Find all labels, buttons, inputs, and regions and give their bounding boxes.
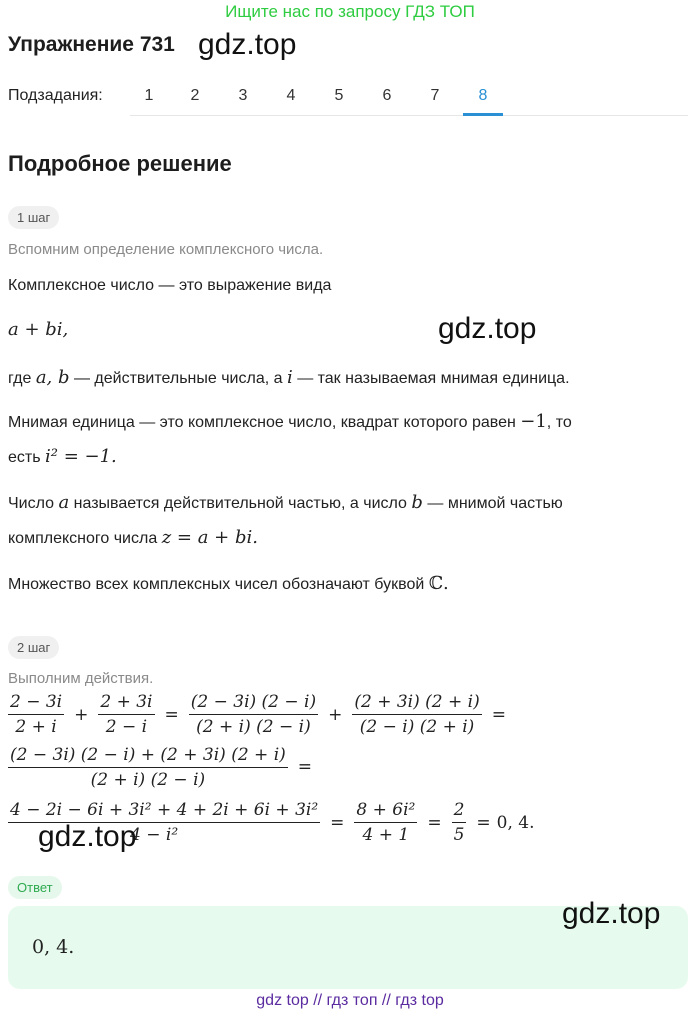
text: называется действительной частью, а число bbox=[73, 495, 407, 512]
math-var: i bbox=[286, 367, 293, 388]
operator: = bbox=[330, 812, 345, 833]
subtask-tab-1[interactable]: 1 bbox=[144, 87, 154, 104]
paragraph bbox=[8, 492, 563, 513]
paragraph bbox=[8, 573, 449, 594]
step-hint: Выполним действия. bbox=[8, 670, 154, 687]
paragraph bbox=[8, 367, 570, 388]
step-badge: 1 шаг bbox=[8, 206, 59, 229]
equation-line-2 bbox=[4, 745, 318, 790]
watermark: gdz.top bbox=[562, 897, 661, 930]
operator: = bbox=[491, 704, 506, 725]
solution-heading: Подробное решение bbox=[8, 151, 232, 176]
math-eq: i² = −1. bbox=[45, 446, 117, 467]
text: где bbox=[8, 370, 32, 387]
subtask-tab-8[interactable]: 8 bbox=[478, 87, 488, 104]
text: , то bbox=[546, 414, 572, 431]
subtask-tab-4[interactable]: 4 bbox=[286, 87, 296, 104]
footer-links[interactable]: gdz top // гдз топ // гдз top bbox=[256, 992, 444, 1009]
text: — действительные числа, а bbox=[73, 370, 283, 387]
watermark: gdz.top bbox=[38, 820, 137, 853]
fraction: $\frac{2 + 3i}{2 - i}$ bbox=[100, 692, 153, 737]
operator: = bbox=[476, 812, 491, 833]
operator: + bbox=[74, 704, 89, 725]
paragraph: Комплексное число — это выражение вида bbox=[8, 277, 332, 294]
text: Множество всех комплексных чисел обозначают буквой bbox=[8, 576, 425, 593]
subtask-tab-2[interactable]: 2 bbox=[190, 87, 200, 104]
text: Мнимая единица — это комплексное число, квадрат которого равен bbox=[8, 414, 516, 431]
subtasks-label: Подзадания: bbox=[8, 87, 103, 104]
step-hint: Вспомним определение комплексного числа. bbox=[8, 241, 324, 258]
math-var: b bbox=[411, 492, 423, 513]
step-badge: 2 шаг bbox=[8, 636, 59, 659]
text: есть bbox=[8, 449, 41, 466]
paragraph bbox=[8, 411, 572, 432]
fraction: $\frac{2}{5}$ bbox=[453, 800, 465, 845]
text: — мнимой частью bbox=[427, 495, 563, 512]
text: Число bbox=[8, 495, 55, 512]
fraction: $\frac{(2 + 3i) (2 + i)}{(2 - i) (2 + i)}$ bbox=[354, 692, 480, 737]
math-eq: z = a + bi. bbox=[161, 527, 258, 548]
subtask-tab-7[interactable]: 7 bbox=[430, 87, 440, 104]
fraction: $\frac{(2 - 3i) (2 - i)}{(2 + i) (2 - i)}$ bbox=[190, 692, 317, 737]
fraction: $\frac{(2 - 3i) (2 - i) + (2 + 3i) (2 + i)}{(2 + i) (2 - i)}$ bbox=[10, 745, 286, 790]
equation-line-1 bbox=[4, 692, 512, 737]
fraction: $\frac{\text{8 + 6i²}}{4 + 1}$ bbox=[356, 800, 416, 845]
paragraph bbox=[8, 446, 117, 467]
math-symbol: ℂ. bbox=[428, 573, 449, 594]
watermark: gdz.top bbox=[198, 28, 297, 61]
operator: = bbox=[297, 757, 313, 777]
answer-badge: Ответ bbox=[8, 876, 62, 899]
subtask-tab-6[interactable]: 6 bbox=[382, 87, 392, 104]
fraction: $\frac{2 - 3i}{2 + i}$ bbox=[10, 692, 63, 737]
search-banner: Ищите нас по запросу ГДЗ ТОП bbox=[225, 2, 475, 21]
fraction: $\frac{\text{4 − 2i − 6i + 3i² + 4 + 2i + 6i + 3i²}}{\text{4 − i²}}$ bbox=[10, 800, 319, 845]
tabs-divider bbox=[130, 115, 688, 116]
text: комплексного числа bbox=[8, 530, 158, 547]
exercise-title: Упражнение 731 bbox=[8, 33, 175, 56]
text: — так называемая мнимая единица. bbox=[297, 370, 570, 387]
math-var: a bbox=[58, 492, 70, 513]
subtask-tab-3[interactable]: 3 bbox=[238, 87, 248, 104]
operator: = bbox=[427, 812, 442, 833]
operator: = bbox=[164, 704, 179, 725]
result: 0, 4. bbox=[496, 812, 535, 833]
operator: + bbox=[328, 704, 343, 725]
formula: a + bi, bbox=[8, 319, 69, 340]
math-vars: a, b bbox=[35, 367, 70, 388]
watermark: gdz.top bbox=[438, 312, 537, 345]
answer-value: 0, 4. bbox=[32, 936, 75, 958]
paragraph bbox=[8, 527, 258, 548]
subtask-tab-5[interactable]: 5 bbox=[334, 87, 344, 104]
math-value: −1 bbox=[520, 411, 547, 432]
active-tab-indicator bbox=[463, 113, 503, 116]
